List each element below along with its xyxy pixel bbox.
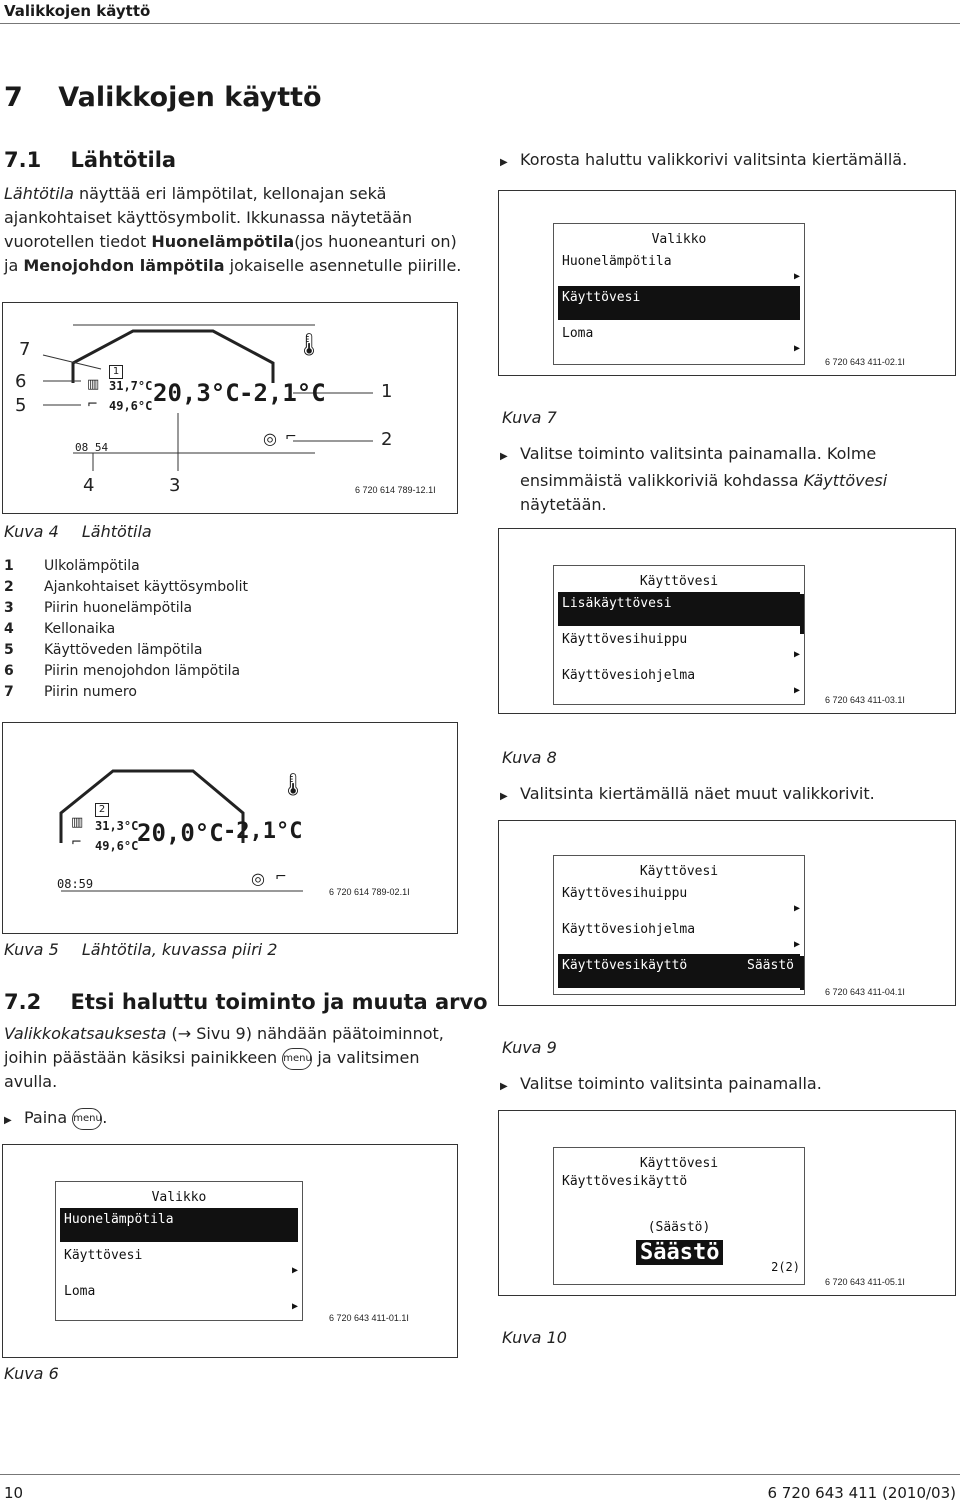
- lcd-value-editor: [553, 1147, 805, 1285]
- step-press-menu: [4, 1106, 107, 1133]
- room-temp: 20,0°C: [137, 819, 224, 847]
- menu-button-icon: menu: [282, 1048, 312, 1070]
- lcd-title: Käyttövesi: [639, 574, 719, 589]
- lcd-row[interactable]: [558, 628, 800, 662]
- page-number: 10: [4, 1484, 24, 1502]
- section-heading-7-2: [4, 990, 488, 1014]
- legend-item: [4, 598, 248, 619]
- caption-text: Lähtötila: [81, 522, 152, 541]
- circuit-number-badge: 1: [109, 365, 123, 379]
- figure-9-frame: [498, 820, 956, 1006]
- arrow-right-icon: ▶: [793, 903, 800, 914]
- figure-6-caption: Kuva 6: [4, 1364, 59, 1383]
- circuit-number-badge: 2: [95, 803, 109, 817]
- figure-5-frame: [2, 722, 458, 934]
- legend-item: [4, 577, 248, 598]
- figure-code: 6 720 614 789-12.1I: [355, 485, 436, 495]
- thermometer-icon: 🌡: [295, 333, 323, 358]
- legend-number: 7: [4, 684, 14, 700]
- legend-number: 6: [4, 663, 14, 679]
- tap-icon: ⌐: [87, 397, 98, 412]
- callout-2: 2: [381, 429, 393, 450]
- section-7-1-paragraph: [4, 182, 474, 278]
- outdoor-temp: -2,1°C: [223, 819, 303, 844]
- text-span: näyttää eri lämpötilat, kellonajan sekä: [73, 184, 387, 203]
- document-id: 6 720 643 411 (2010/03): [767, 1484, 956, 1502]
- bullet-arrow-icon: ▶: [500, 791, 508, 802]
- text-span: joihin päästään käsiksi painikkeen: [4, 1048, 283, 1067]
- section-7-2-paragraph: [4, 1022, 464, 1094]
- legend-text: Piirin huonelämpötila: [44, 600, 193, 616]
- figure-10-frame: [498, 1110, 956, 1296]
- lcd-row-label: Loma: [64, 1284, 96, 1299]
- lcd-row-label: Käyttövesi: [562, 290, 641, 305]
- step-text: ensimmäistä valikkoriviä kohdassa: [520, 471, 804, 490]
- legend-number: 1: [4, 558, 14, 574]
- lcd-row-selected[interactable]: [558, 592, 800, 626]
- bullet-arrow-icon: ▶: [500, 157, 508, 168]
- figure-10-caption: Kuva 10: [502, 1328, 567, 1347]
- term-italic: Valikkokatsauksesta: [4, 1024, 167, 1043]
- step-text: Valitsinta kiertämällä näet muut valikkorivit.: [520, 784, 875, 803]
- legend-number: 5: [4, 642, 14, 658]
- legend-item: [4, 661, 248, 682]
- figure-4-caption: [4, 522, 152, 541]
- text-span: (→ Sivu 9) nähdään päätoiminnot,: [166, 1024, 444, 1043]
- arrow-right-icon: ▶: [793, 685, 800, 696]
- text-span: ja: [4, 256, 24, 275]
- lcd-row[interactable]: [558, 322, 800, 356]
- figure-code: 6 720 643 411-02.1I: [825, 357, 905, 367]
- flow-temp: 31,7°C: [109, 379, 153, 393]
- text-line: ajankohtaiset käyttösymbolit. Ikkunassa näytetään: [4, 208, 413, 227]
- lcd-new-value[interactable]: Säästö: [636, 1240, 723, 1265]
- dhw-temp: 49,6°C: [95, 839, 139, 853]
- lcd-old-value: (Säästö): [647, 1220, 711, 1235]
- figure-code: 6 720 614 789-02.1I: [329, 887, 410, 897]
- legend-item: [4, 682, 248, 703]
- section-heading-7-1: [4, 148, 176, 172]
- legend-text: Piirin menojohdon lämpötila: [44, 663, 241, 679]
- bullet-arrow-icon: ▶: [4, 1115, 12, 1126]
- text-span: (jos huoneanturi on): [294, 232, 457, 251]
- lcd-row-label: Käyttövesihuippu: [562, 632, 688, 647]
- text-span: ja valitsimen: [312, 1048, 420, 1067]
- figure-code: 6 720 643 411-01.1I: [329, 1313, 409, 1323]
- legend-number: 4: [4, 621, 14, 637]
- chapter-title: Valikkojen käyttö: [58, 82, 322, 113]
- figure-6-frame: [2, 1144, 458, 1358]
- legend-item: [4, 556, 248, 577]
- lcd-title: Käyttövesi: [639, 1156, 719, 1171]
- lcd-row-selected[interactable]: [558, 286, 800, 320]
- figure-code: 6 720 643 411-04.1I: [825, 987, 905, 997]
- lcd-menu-valikko: [553, 223, 805, 365]
- chapter-number: 7: [4, 82, 23, 113]
- legend-text: Piirin numero: [44, 684, 137, 700]
- callout-7: 7: [19, 339, 31, 360]
- lcd-title: Valikko: [651, 232, 707, 247]
- figure-7-caption: Kuva 7: [502, 408, 557, 427]
- lcd-row-label: Käyttövesiohjelma: [562, 922, 696, 937]
- step-confirm: [500, 1072, 822, 1099]
- legend-text: Ajankohtaiset käyttösymbolit: [44, 579, 248, 595]
- step-text: Valitse toiminto valitsinta painamalla.: [520, 1074, 822, 1093]
- outdoor-temp: -2,1°C: [239, 379, 326, 407]
- callout-3: 3: [169, 475, 181, 496]
- step-text: .: [102, 1108, 108, 1127]
- lcd-row[interactable]: [558, 664, 800, 698]
- arrow-right-icon: ▶: [793, 649, 800, 660]
- arrow-right-icon: ▶: [793, 343, 800, 354]
- dhw-temp: 49,6°C: [109, 399, 153, 413]
- pump-icon: ◎: [251, 869, 265, 888]
- lcd-row-label: Huonelämpötila: [562, 254, 672, 269]
- step-select: [500, 442, 940, 517]
- tap-icon: ⌐: [71, 835, 82, 850]
- lcd-row-label: Lisäkäyttövesi: [562, 596, 672, 611]
- legend-text: Ulkolämpötila: [44, 558, 140, 574]
- figure-9-caption: Kuva 9: [502, 1038, 557, 1057]
- callout-6: 6: [15, 371, 27, 392]
- caption-text: Lähtötila, kuvassa piiri 2: [81, 940, 278, 959]
- clock-time: 08:59: [57, 877, 94, 891]
- clock-time: 08 54: [75, 441, 109, 454]
- flow-temp: 31,3°C: [95, 819, 139, 833]
- arrow-right-icon: ▶: [291, 1265, 298, 1276]
- legend-number: 2: [4, 579, 14, 595]
- radiator-icon: ▥: [71, 815, 84, 830]
- lcd-title: Valikko: [151, 1190, 207, 1205]
- caption-label: Kuva 5: [4, 940, 59, 959]
- lcd-page-indicator: 2(2): [771, 1260, 800, 1274]
- lcd-row-value: Säästö: [747, 958, 794, 973]
- lcd-row[interactable]: [60, 1244, 298, 1278]
- lcd-menu-kayttovesi: [553, 855, 805, 995]
- room-temp: 20,3°C: [153, 379, 240, 407]
- lcd-row[interactable]: [558, 250, 800, 284]
- legend-item: [4, 619, 248, 640]
- legend-text: Käyttöveden lämpötila: [44, 642, 203, 658]
- section-title: Lähtötila: [70, 148, 177, 172]
- figure-5-caption: [4, 940, 277, 959]
- lcd-row-selected[interactable]: [60, 1208, 298, 1242]
- section-title: Etsi haluttu toiminto ja muuta arvo: [70, 990, 488, 1014]
- section-number: 7.1: [4, 148, 42, 172]
- lcd-row-label: Huonelämpötila: [64, 1212, 174, 1227]
- tap-icon: ⌐: [275, 869, 287, 885]
- callout-4: 4: [83, 475, 95, 496]
- section-number: 7.2: [4, 990, 42, 1014]
- lcd-row-selected[interactable]: [558, 954, 800, 988]
- term-italic: Käyttövesi: [803, 471, 888, 490]
- step-rotate: [500, 782, 875, 809]
- lcd-row-label: Loma: [562, 326, 594, 341]
- lcd-row-label: Käyttövesiohjelma: [562, 668, 696, 683]
- figure-8-frame: [498, 528, 956, 714]
- term-bold: Huonelämpötila: [151, 232, 295, 251]
- legend-text: Kellonaika: [44, 621, 116, 637]
- tap-icon: ⌐: [285, 429, 297, 445]
- figure-8-caption: Kuva 8: [502, 748, 557, 767]
- caption-label: Kuva 4: [4, 522, 59, 541]
- arrow-right-icon: ▶: [793, 939, 800, 950]
- thermometer-icon: 🌡: [279, 773, 307, 798]
- step-text: näytetään.: [520, 495, 607, 514]
- lcd-row-label: Käyttövesi: [64, 1248, 143, 1263]
- step-text: Valitse toiminto valitsinta painamalla. Kolme: [520, 444, 877, 463]
- text-span: vuorotellen tiedot: [4, 232, 152, 251]
- term-bold: Menojohdon lämpötila: [23, 256, 225, 275]
- lcd-subtitle: Käyttövesikäyttö: [562, 1174, 688, 1189]
- bullet-arrow-icon: ▶: [500, 1081, 508, 1092]
- lcd-row[interactable]: [558, 918, 800, 952]
- legend-item: [4, 640, 248, 661]
- menu-button-icon: menu: [72, 1108, 102, 1130]
- figure-7-frame: [498, 190, 956, 376]
- step-text: Korosta haluttu valikkorivi valitsinta kiertämällä.: [520, 150, 908, 169]
- figure-code: 6 720 643 411-05.1I: [825, 1277, 905, 1287]
- radiator-icon: ▥: [87, 377, 100, 392]
- lcd-row-label: Käyttövesihuippu: [562, 886, 688, 901]
- house-diagram: [3, 303, 459, 515]
- lcd-menu-kayttovesi: [553, 565, 805, 705]
- lcd-row-label: Käyttövesikäyttö: [562, 958, 688, 973]
- arrow-right-icon: ▶: [291, 1301, 298, 1312]
- text-line: avulla.: [4, 1072, 58, 1091]
- callout-5: 5: [15, 395, 27, 416]
- lcd-title: Käyttövesi: [639, 864, 719, 879]
- lcd-row[interactable]: [558, 882, 800, 916]
- chapter-heading: [4, 82, 322, 113]
- lcd-row[interactable]: [60, 1280, 298, 1314]
- scrollbar[interactable]: [800, 956, 804, 990]
- figure-4-legend: [4, 556, 248, 703]
- running-header: Valikkojen käyttö: [0, 0, 960, 24]
- figure-code: 6 720 643 411-03.1I: [825, 695, 905, 705]
- term-italic: Lähtötila: [4, 184, 74, 203]
- figure-4-frame: [2, 302, 458, 514]
- callout-1: 1: [381, 381, 393, 402]
- step-highlight: [500, 148, 907, 175]
- legend-number: 3: [4, 600, 14, 616]
- footer-rule: [0, 1474, 960, 1475]
- scrollbar[interactable]: [800, 594, 804, 634]
- text-span: jokaiselle asennetulle piirille.: [224, 256, 462, 275]
- lcd-menu-valikko: [55, 1181, 303, 1321]
- arrow-right-icon: ▶: [793, 271, 800, 282]
- bullet-arrow-icon: ▶: [500, 451, 508, 462]
- pump-icon: ◎: [263, 429, 277, 448]
- step-text: Paina: [24, 1108, 73, 1127]
